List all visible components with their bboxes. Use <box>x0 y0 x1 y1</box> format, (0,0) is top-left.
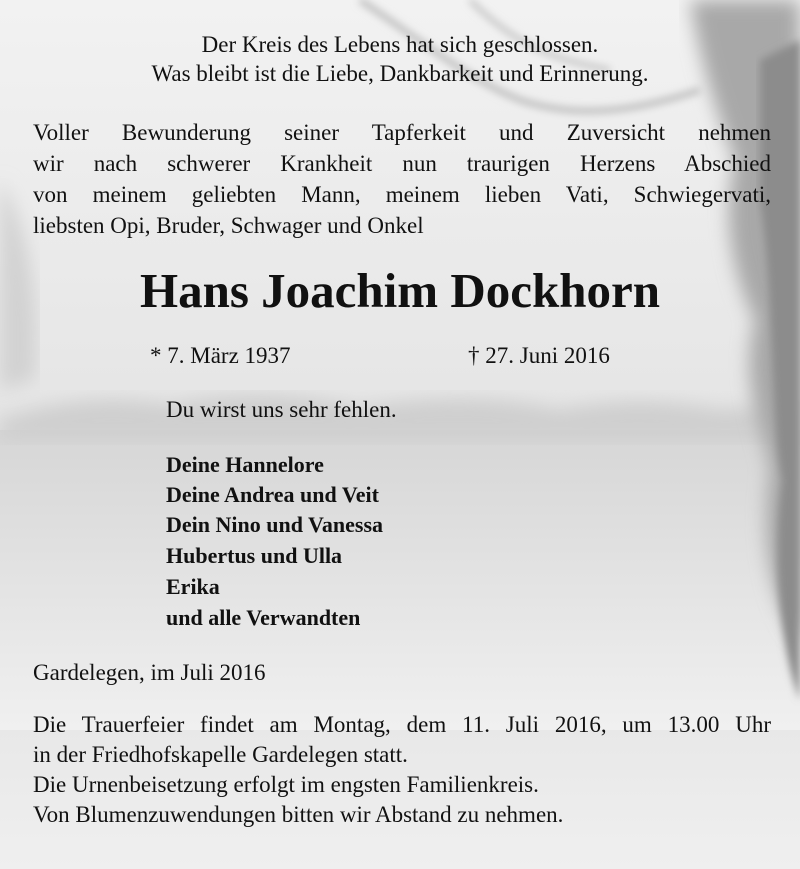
mourner-6: und alle Verwandten <box>166 605 361 630</box>
birth-date: * 7. März 1937 <box>150 343 291 368</box>
mourner-2: Deine Andrea und Veit <box>166 482 379 507</box>
place-date: Gardelegen, im Juli 2016 <box>33 660 266 685</box>
intro-line-1: Voller Bewunderung seiner Tapferkeit und Zuversicht nehmen <box>33 120 771 145</box>
notice-line-1: Die Trauerfeier findet am Montag, dem 11. Juli 2016, um 13.00 Uhr <box>33 712 771 737</box>
notice-line-2: in der Friedhofskapelle Gardelegen statt. <box>33 742 408 767</box>
death-date: † 27. Juni 2016 <box>468 343 610 368</box>
motto-line-1: Der Kreis des Lebens hat sich geschlossen. <box>201 32 599 57</box>
notice-line-3: Die Urnenbeisetzung erfolgt im engsten Familienkreis. <box>33 772 539 797</box>
notice-line-4: Von Blumenzuwendungen bitten wir Abstand zu nehmen. <box>33 802 564 827</box>
deceased-name: Hans Joachim Dockhorn <box>139 263 660 318</box>
mourner-5: Erika <box>166 574 220 599</box>
intro-line-4: liebsten Opi, Bruder, Schwager und Onkel <box>33 213 424 238</box>
farewell-line: Du wirst uns sehr fehlen. <box>166 397 397 422</box>
mourner-3: Dein Nino und Vanessa <box>166 512 384 537</box>
intro-line-3: von meinem geliebten Mann, meinem lieben Vati, Schwiegervati, <box>33 182 771 207</box>
intro-line-2: wir nach schwerer Krankheit nun traurigen Herzens Abschied <box>33 151 771 176</box>
mourner-1: Deine Hannelore <box>166 452 324 477</box>
motto-line-2: Was bleibt ist die Liebe, Dankbarkeit und Erinnerung. <box>151 61 649 86</box>
mourner-4: Hubertus und Ulla <box>166 543 343 568</box>
